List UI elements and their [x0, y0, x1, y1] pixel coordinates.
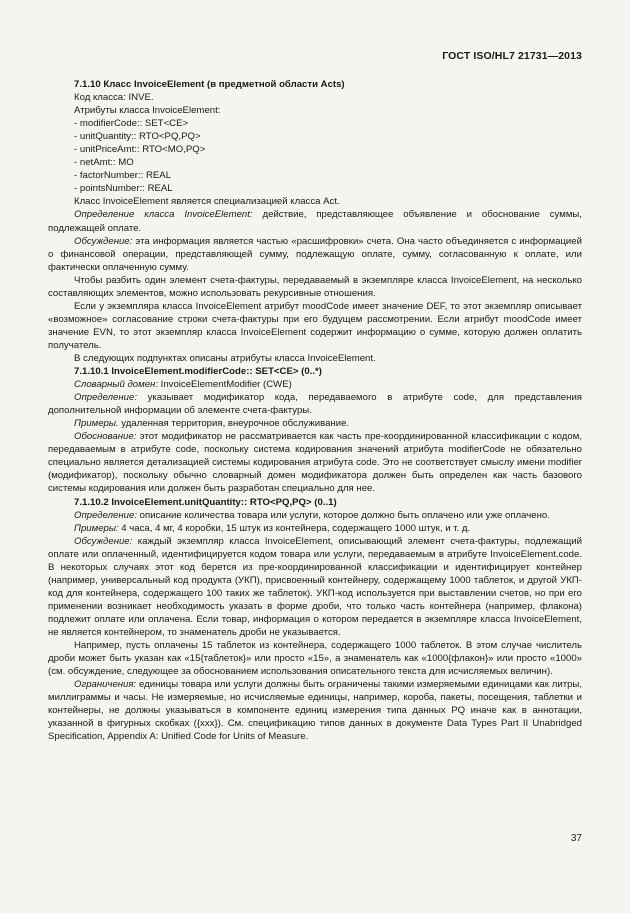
specialization-note: Класс InvoiceElement является специализацией класса Act.	[74, 196, 340, 208]
discussion-text: эта информация является частью «расшифровки» счета. Она часто объединяется с информацией о финансовой операции, представляющей сумму, подлежащую оплате, сумму, согласованную к оплате, или фактически оплаченную сумму.	[48, 235, 582, 273]
subclauses-intro: В следующих подпунктах описаны атрибуты класса InvoiceElement.	[74, 352, 376, 364]
attribute-item: - modifierCode:: SET<CE>	[74, 118, 189, 130]
discussion-label: Обсуждение:	[74, 235, 133, 247]
subsection-heading: 7.1.10.2 InvoiceElement.unitQuantity:: RTO<PQ,PQ> (0..1)	[74, 496, 337, 508]
attribute-item: - factorNumber:: REAL	[74, 170, 172, 182]
document-code-header: ГОСТ ISO/HL7 21731—2013	[442, 50, 582, 62]
domain-label: Словарный домен:	[74, 379, 158, 391]
class-discussion	[48, 235, 582, 274]
examples-label: Примеры.	[74, 418, 119, 430]
unit-quantity-discussion	[48, 535, 582, 639]
definition-text: указывает модификатор кода, передаваемого в атрибуте code, для представления дополнительной информации об элементе счета-фактуры.	[48, 392, 582, 417]
attribute-item: - pointsNumber:: REAL	[74, 183, 173, 195]
definition-label: Определение:	[74, 509, 137, 521]
unit-quantity-constraints	[48, 678, 582, 743]
unit-quantity-definition	[48, 509, 582, 522]
mood-code-paragraph: Если у экземпляра класса InvoiceElement атрибут moodCode имеет значение DEF, то этот экземпляр описывает «возможное» согласование строки счета-фактуры при его будущем рассмотрении. Если атрибут moodCode имеет значение EVN, то этот экземпляр класса InvoiceElement содержит информацию о сумме, которую должен оплатить получатель.	[48, 300, 582, 351]
page-number: 37	[570, 833, 582, 844]
unit-quantity-example-paragraph: Например, пусть оплачены 15 таблеток из контейнера, содержащего 1000 таблеток. В этом случае числитель дроби может быть указан как «15{таблеток}» или просто «15», а знаменатель как «1000{флакон}» или просто «1000» (см. обсуждение, следующее за обоснованием использования описательного текста для исчисляемых величин).	[48, 640, 582, 678]
rationale-text: этот модификатор не рассматривается как часть пре-координированной классификации с кодом, передаваемым в атрибуте code, поскольку система кодирования значений атрибута modifierCode не обязательно специально является детализацией системы кодирования атрибута code. Это не соответствует смыслу имени modifier (модификатор), поскольку обычно словарный домен модификатора должен быть определен как часть базового системы кодирования или должен быть разработан специально для нее.	[48, 431, 582, 495]
attribute-item: - unitPriceAmt:: RTO<MO,PQ>	[74, 144, 206, 156]
constraints-text: единицы товара или услуги должны быть ограничены такими измеряемыми единицами как литры, миллиграммы и часы. Не измеряемые, но исчисляемые единицы, например, короба, пакеты, посещения, таблетки и контейнеры, не должны указываться в компоненте единиц измерения типа данных PQ иначе как в аннотации, указанной в фигурных скобках ({xxx}). См. спецификацию типов данных в документе Data Types Part II Unabridged Specification, Appendix A: Unified Code for Units of Measure.	[48, 679, 582, 743]
class-code: Код класса: INVE.	[74, 92, 154, 104]
constraints-label: Ограничения:	[74, 679, 137, 691]
class-definition	[48, 208, 582, 234]
page-body	[48, 78, 582, 743]
definition-label: Определение:	[74, 392, 137, 404]
vocabulary-domain	[48, 378, 582, 391]
definition-label: Определение класса InvoiceElement:	[74, 209, 253, 221]
definition-text: действие, представляющее объявление и обоснование суммы, подлежащей оплате.	[48, 209, 582, 234]
subsection-heading: 7.1.10.1 InvoiceElement.modifierCode:: SET<CE> (0..*)	[74, 366, 322, 378]
modifier-definition	[48, 391, 582, 417]
rationale-label: Обоснование:	[74, 431, 137, 443]
attribute-item: - unitQuantity:: RTO<PQ,PQ>	[74, 131, 201, 143]
modifier-rationale	[48, 430, 582, 495]
modifier-examples	[48, 417, 582, 430]
section-heading: 7.1.10 Класс InvoiceElement (в предметной области Acts)	[74, 79, 345, 90]
domain-text: InvoiceElementModifier (CWE)	[157, 379, 292, 391]
examples-text: 4 часа, 4 мг, 4 коробки, 15 штук из контейнера, содержащего 1000 штук, и т. д.	[118, 522, 471, 534]
attribute-item: - netAmt:: MO	[74, 157, 134, 169]
discussion-text: каждый экземпляр класса InvoiceElement, описывающий элемент счета-фактуры, подлежащий оплате или оплаченный, идентифицируется кодом товара или услуги, передаваемым в атрибуте InvoiceElement.code. В некоторых случаях этот код берется из пре-координированной классификации и идентифицирует контейнер (например, универсальный код продукта (УКП), присвоенный контейнеру, содержащему 1000 таблеток, и другой УКП-код для контейнера, содержащего 100 таких же таблеток). УКП-код используется при выставлении счетов, но при его применении возникает необходимость указать в форме дроби, что только часть контейнера (например, флакона) подлежит оплате или оплачена. Если товар, информация о котором передается в экземпляре класса InvoiceElement, не является контейнером, то знаменатель дроби не указывается.	[48, 535, 582, 638]
examples-text: удаленная территория, внеурочное обслуживание.	[118, 418, 350, 430]
recursive-relations-paragraph: Чтобы разбить один элемент счета-фактуры, передаваемый в экземпляре класса InvoiceElement, на несколько составляющих элементов, можно использовать рекурсивные отношения.	[48, 274, 582, 299]
discussion-label: Обсуждение:	[74, 535, 133, 547]
attributes-label: Атрибуты класса InvoiceElement:	[74, 105, 221, 117]
definition-text: описание количества товара или услуги, которое должно быть оплачено или уже оплачено.	[137, 509, 550, 521]
examples-label: Примеры:	[74, 522, 119, 534]
unit-quantity-examples	[48, 522, 582, 535]
